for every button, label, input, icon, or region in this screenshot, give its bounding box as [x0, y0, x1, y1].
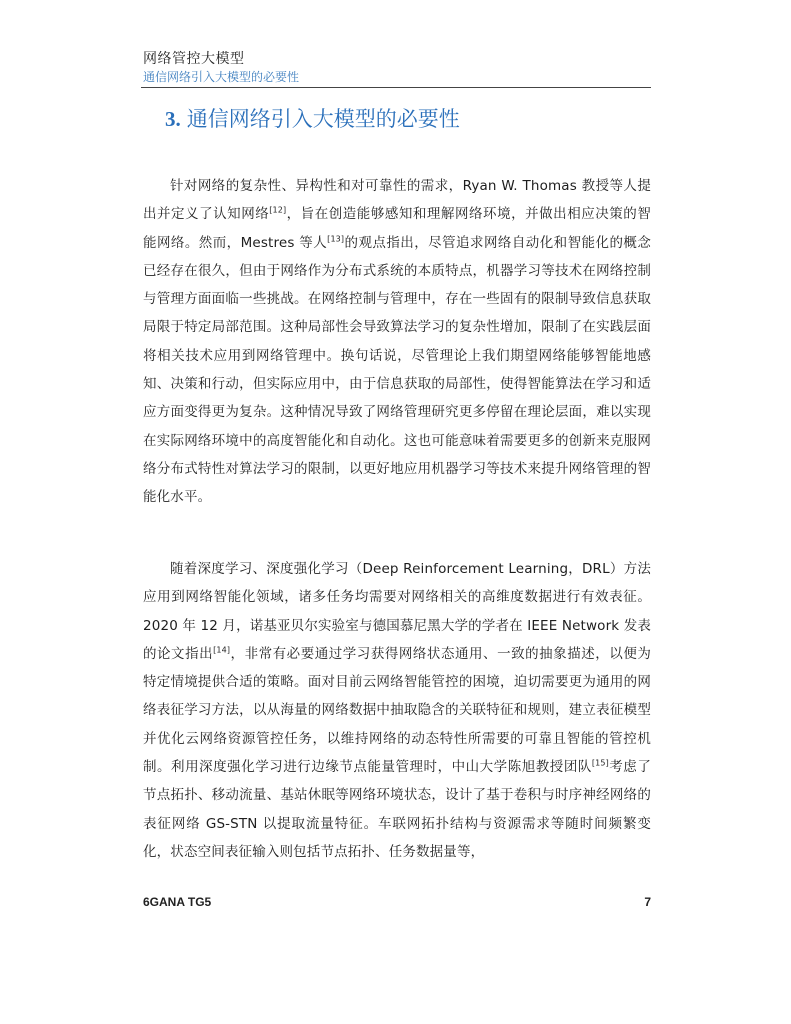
page-number: 7	[644, 895, 651, 909]
citation-ref: [12]	[269, 205, 287, 215]
body-paragraph-2	[143, 555, 651, 866]
body-paragraph-1	[143, 172, 651, 512]
paragraph-text: 随着深度学习、深度强化学习（Deep Reinforcement Learning，DRL）方法应用到网络智能化领域，诸多任务均需要对网络相关的高维度数据进行有效表征。2020 年 12 月，诺基亚贝尔实验室与德国慕尼黑大学的学者在 IEEE Network 发表的论文指出	[143, 561, 651, 662]
citation-ref: [15]	[591, 758, 609, 768]
paragraph-text: 针对网络的复杂性、异构性和对可靠性的需求，Ryan W. Thomas 教授等人提出并定义了认知网络	[143, 178, 651, 223]
header-subtitle: 通信网络引入大模型的必要性	[143, 70, 300, 84]
section-number: 3.	[165, 107, 181, 131]
running-header	[143, 50, 651, 85]
header-title: 网络管控大模型	[143, 51, 245, 67]
paragraph-text: 考虑了节点拓扑、移动流量、基站休眠等网络环境状态，设计了基于卷积与时序神经网络的表征网络 GS-STN 以提取流量特征。车联网拓扑结构与资源需求等随时间频繁变化，状态空间表征输入则包括节点拓扑、任务数据量等，	[143, 759, 651, 860]
paragraph-text: 的观点指出，尽管追求网络自动化和智能化的概念已经存在很久，但由于网络作为分布式系统的本质特点，机器学习等技术在网络控制与管理方面面临一些挑战。在网络控制与管理中，存在一些固有的限制导致信息获取局限于特定局部范围。这种局部性会导致算法学习的复杂性增加，限制了在实践层面将相关技术应用到网络管理中。换句话说，尽管理论上我们期望网络能够智能地感知、决策和行动，但实际应用中，由于信息获取的局部性，使得智能算法在学习和适应方面变得更为复杂。这种情况导致了网络管理研究更多停留在理论层面，难以实现在实际网络环境中的高度智能化和自动化。这也可能意味着需要更多的创新来克服网络分布式特性对算法学习的限制，以更好地应用机器学习等技术来提升网络管理的智能化水平。	[143, 234, 651, 506]
header-divider	[141, 87, 651, 88]
paragraph-text: ，旨在创造能够感知和理解网络环境，并做出相应决策的智能网络。然而，Mestres 等人	[143, 206, 651, 251]
footer-label: 6GANA TG5	[143, 895, 212, 909]
citation-ref: [14]	[213, 645, 231, 655]
paragraph-text: ，非常有必要通过学习获得网络状态通用、一致的抽象描述，以便为特定情境提供合适的策略。面对目前云网络智能管控的困境，迫切需要更为通用的网络表征学习方法，以从海量的网络数据中抽取隐含的关联特征和规则，建立表征模型并优化云网络资源管控任务，以维持网络的动态特性所需要的可靠且智能的管控机制。利用深度强化学习进行边缘节点能量管理时，中山大学陈旭教授团队	[143, 645, 652, 776]
section-title: 通信网络引入大模型的必要性	[186, 107, 460, 131]
section-heading	[165, 103, 651, 135]
citation-ref: [13]	[327, 234, 345, 244]
